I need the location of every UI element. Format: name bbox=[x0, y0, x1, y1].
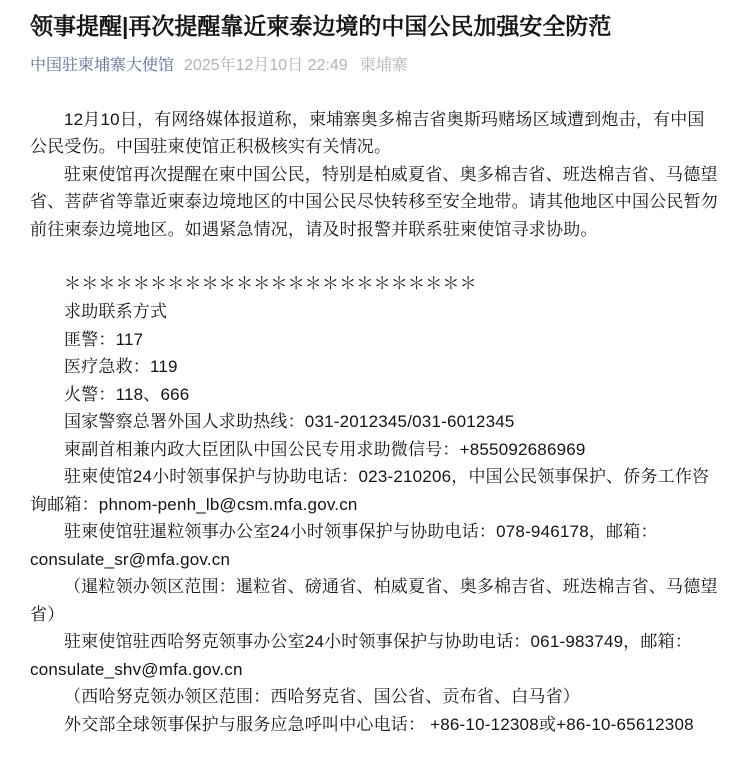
contact-siem-reap: 驻柬使馆驻暹粒领事办公室24小时领事保护与协助电话：078-946178，邮箱：consulate_sr@mfa.gov.cn bbox=[30, 522, 658, 569]
siem-reap-jurisdiction: （暹粒领办领区范围：暹粒省、磅通省、柏威夏省、奥多棉吉省、班迭棉吉省、马德望省） bbox=[30, 577, 718, 624]
contact-fire: 火警：118、666 bbox=[64, 384, 190, 404]
contact-wechat-hotline: 柬副首相兼内政大臣团队中国公民专用求助微信号：+855092686969 bbox=[64, 439, 586, 459]
author-account-link[interactable]: 中国驻柬埔寨大使馆 bbox=[30, 57, 175, 75]
contact-police: 匪警：117 bbox=[64, 329, 144, 349]
contact-sihanoukville: 驻柬使馆驻西哈努克领事办公室24小时领事保护与协助电话：061-983749，邮箱：consulate_shv@mfa.gov.cn bbox=[30, 632, 693, 679]
publish-location: 柬埔寨 bbox=[359, 57, 408, 75]
contact-embassy: 驻柬使馆24小时领事保护与协助电话：023-210206，中国公民领事保护、侨务工作咨询邮箱：phnom-penh_lb@csm.mfa.gov.cn bbox=[30, 467, 710, 514]
article-meta bbox=[30, 57, 720, 75]
article-content bbox=[30, 106, 720, 739]
paragraph-incident: 12月10日，有网络媒体报道称，柬埔寨奥多棉吉省奥斯玛赌场区域遭到炮击，有中国公民受伤。中国驻柬使馆正积极核实有关情况。 bbox=[30, 109, 705, 157]
publish-timestamp: 2025年12月10日 22:49 bbox=[184, 57, 348, 75]
page-title: 领事提醒|再次提醒靠近柬泰边境的中国公民加强安全防范 bbox=[30, 13, 612, 39]
contact-mfa-hotline: 外交部全球领事保护与服务应急呼叫中心电话： +86-10-12308或+86-10-65612308 bbox=[64, 714, 694, 734]
sihanoukville-jurisdiction: （西哈努克领办领区范围：西哈努克省、国公省、贡布省、白马省） bbox=[64, 687, 580, 707]
contact-national-police: 国家警察总署外国人求助热线：031-2012345/031-6012345 bbox=[64, 412, 515, 432]
section-separator: ＊＊＊＊＊＊＊＊＊＊＊＊＊＊＊＊＊＊＊＊＊＊＊＊ bbox=[64, 274, 477, 294]
contact-medical: 医疗急救：119 bbox=[64, 357, 178, 377]
contacts-heading: 求助联系方式 bbox=[64, 301, 168, 321]
paragraph-advisory: 驻柬使馆再次提醒在柬中国公民，特别是柏威夏省、奥多棉吉省、班迭棉吉省、马德望省、菩萨省等靠近柬泰边境地区的中国公民尽快转移至安全地带。请其他地区中国公民暂勿前往柬泰边境地区。如遇紧急情况，请及时报警并联系驻柬使馆寻求协助。 bbox=[30, 164, 718, 239]
